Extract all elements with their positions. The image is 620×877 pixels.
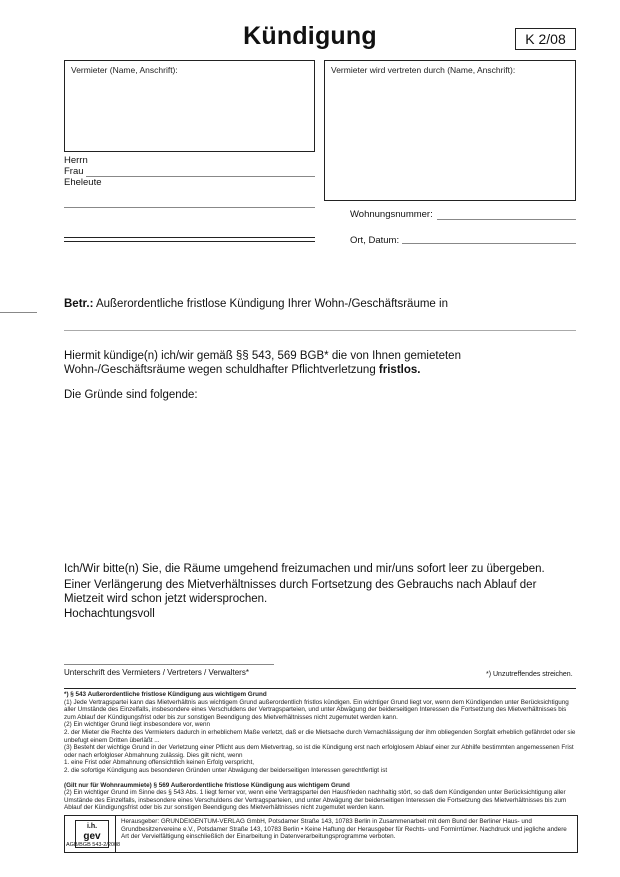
main-text-bold: fristlos. [378, 364, 421, 376]
subject-text: Außerordentliche fristlose Kündigung Ihrer Wohn-/Geschäftsräume in [95, 298, 448, 310]
strike-note: *) Unzutreffendes streichen. [486, 671, 573, 678]
form-number: AGB/BGB 543-2/2008 [66, 842, 121, 848]
s543-p2: (2) Ein wichtiger Grund liegt insbesondere vor, wenn [64, 721, 210, 729]
frau-line[interactable] [86, 176, 315, 177]
publisher-note: Herausgeber: GRUNDEIGENTUM-VERLAG GmbH, Potsdamer Straße 143, 10783 Berlin in Zusammenarbeit mit dem Bund der Berliner Haus- und Grundbesitzervereine e.V., Potsdamer Straße 143, 10783 Berlin • Keine Haftung der Herausgeber für Rechts- und Formirrtümer. Nachdruck und jegliche andere Art der Vervielfältigung einschließlich der Einarbeitung in Datenverarbeitungsprogramme verboten. [121, 818, 567, 841]
subject-prefix: Betr.: [64, 298, 94, 310]
s543-p3: (3) Besteht der wichtige Grund in der Verletzung einer Pflicht aus dem Mietvertrag, so ist die Kündigung erst nach erfolglosem Ablauf einer zur Abhilfe bestimmten angemessenen Frist oder nach erfolgloser Abmahnung zulässig. Dies gilt nicht, wenn [64, 744, 574, 759]
s543-heading: *) § 543 Außerordentliche fristlose Kündigung aus wichtigem Grund [64, 691, 267, 698]
s543-p2-2: 2. der Mieter die Rechte des Vermieters dadurch in erheblichem Maße verletzt, daß er die Mietsache durch Vernachlässigung der ihm obliegenden Sorgfalt erheblich gefährdet oder sie unbefugt einem Dritten überläßt ... [64, 728, 576, 744]
s569-p2: (2) Ein wichtiger Grund im Sinne des § 543 Abs. 1 liegt ferner vor, wenn eine Vertragspartei den Hausfrieden nachhaltig stört, so daß dem Kündigenden unter Berücksichtigung aller Umstände des Einzelfalls, insbesondere eines Verschuldens der Vertragsparteien, und unter Abwägung der beiderseitigen Interessen die Fortsetzung des Mietverhältnisses bis zum Ablauf der Kündigungsfrist oder bis zur sonstigen Beendigung des Mietverhältnisses nicht zugemutet werden kann. [64, 789, 567, 812]
main-text-part1: Hiermit kündige(n) ich/wir gemäß §§ 543, 569 BGB* die von Ihnen gemieteten Wohn-/Geschäftsräume wegen schuldhafter Pflichtverletzung [64, 350, 461, 376]
recipient-street-line[interactable] [64, 207, 315, 208]
form-code: K 2/08 [515, 28, 576, 50]
place-date-label: Ort, Datum: [350, 235, 400, 246]
subject-line [64, 298, 448, 310]
main-text [64, 349, 579, 377]
signature-line[interactable] [64, 664, 274, 665]
s543-p1: (1) Jede Vertragspartei kann das Mietverhältnis aus wichtigem Grund außerordentlich fristlos kündigen. Ein wichtiger Grund liegt vor, wenn dem Kündigenden unter Berücksichtigung aller Umstände des Einzelfalls, insbesondere eines Verschuldens der Vertragsparteien, und unter Abwägung der beiderseitigen Interessen die Fortsetzung des Mietverhältnisses bis zum Ablauf der Kündigungsfrist oder bis zur sonstigen Beendigung des Mietverhältnisses nicht zugemutet werden kann. [64, 698, 569, 721]
s543-p3-1: 1. eine Frist oder Abmahnung offensichtlich keinen Erfolg verspricht, [64, 759, 254, 767]
apartment-number-label: Wohnungsnummer: [350, 209, 433, 220]
representative-box-label: Vermieter wird vertreten durch (Name, Anschrift): [331, 65, 516, 75]
recipient-city-line[interactable] [64, 237, 315, 238]
logo-text: gev [83, 831, 101, 842]
apartment-number-field[interactable] [437, 219, 576, 220]
regards-text: Hochachtungsvoll [64, 608, 155, 620]
page-title: Kündigung [243, 22, 377, 50]
subject-address-field[interactable] [64, 330, 576, 331]
signature-label: Unterschrift des Vermieters / Vertreters / Verwalters* [64, 668, 249, 677]
representative-address-box[interactable] [324, 60, 576, 201]
salutation-herrn: Herrn [64, 155, 88, 166]
objection-text: Einer Verlängerung des Mietverhältnisses durch Fortsetzung des Gebrauchs nach Ablauf der Mietzeit wird schon jetzt widersprochen. [64, 579, 537, 605]
legal-text [64, 691, 578, 812]
logo-top: i.h. [86, 823, 98, 830]
fold-mark [0, 312, 37, 313]
salutation-eheleute: Eheleute [64, 177, 102, 188]
s569-heading: (Gilt nur für Wohnraummiete) § 569 Außerordentliche fristlose Kündigung aus wichtigem Grund [64, 781, 350, 789]
recipient-city-line-2 [64, 241, 315, 242]
landlord-box-label: Vermieter (Name, Anschrift): [71, 65, 178, 75]
place-date-field[interactable] [402, 243, 576, 244]
reasons-label: Die Gründe sind folgende: [64, 389, 198, 401]
vacate-text: Ich/Wir bitte(n) Sie, die Räume umgehend freizumachen und mir/uns sofort leer zu übergeben. [64, 563, 545, 575]
reasons-area[interactable] [64, 405, 576, 555]
s543-p3-2: 2. die sofortige Kündigung aus besonderen Gründen unter Abwägung der beiderseitigen Interessen gerechtfertigt ist [64, 766, 388, 774]
salutation-frau: Frau [64, 166, 84, 177]
legal-divider [64, 688, 576, 689]
landlord-address-box[interactable] [64, 60, 315, 152]
